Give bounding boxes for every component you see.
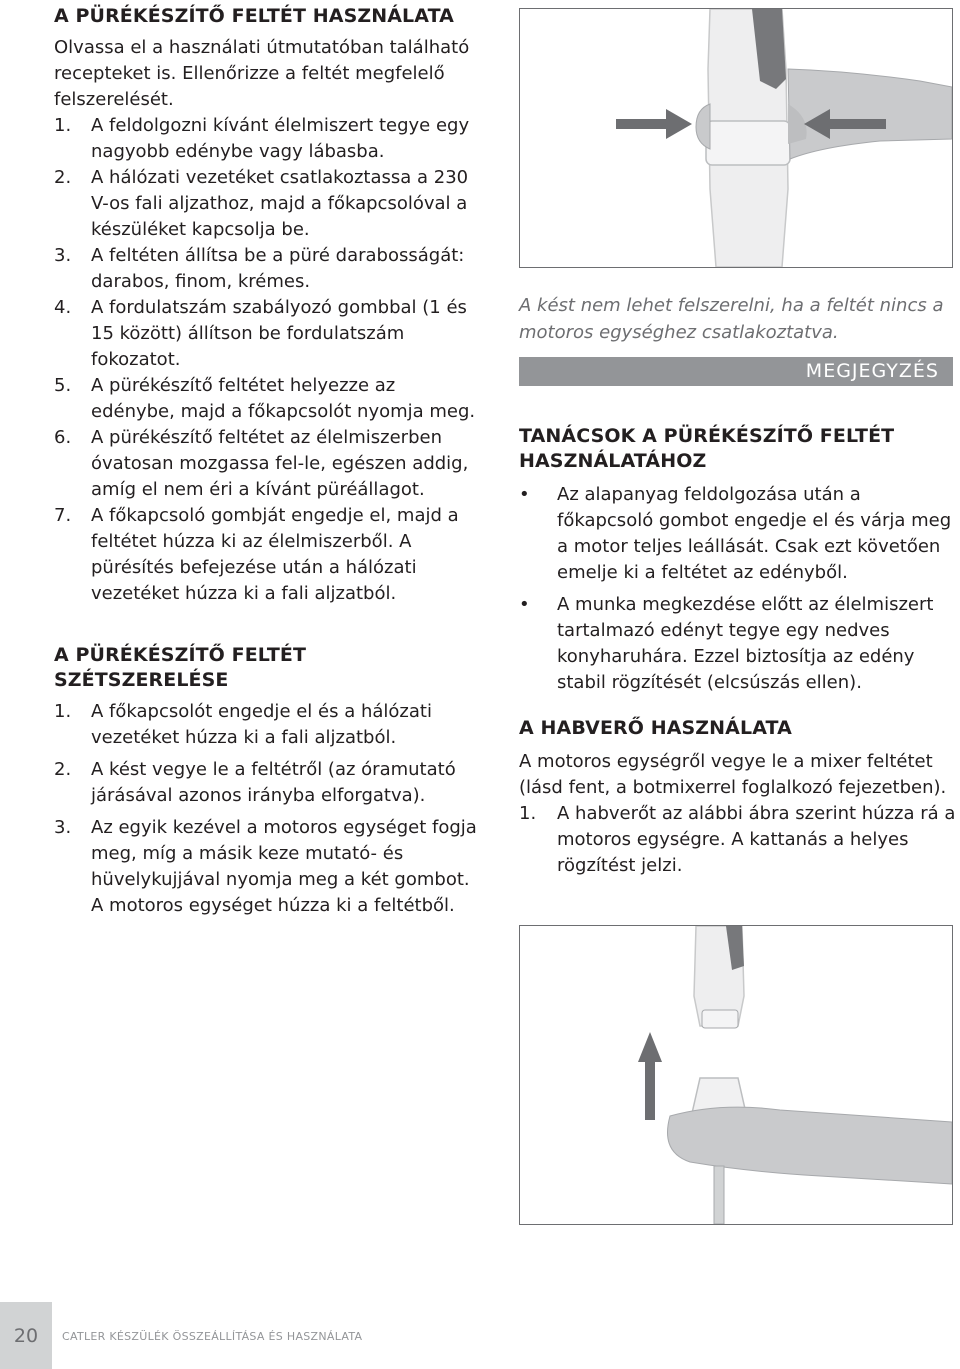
intro-paragraph: Olvassa el a használati útmutatóban található recepteket is. Ellenőrizze a feltét megfelelő felszerelését. <box>54 37 470 110</box>
list-item: 7. A főkapcsoló gombját engedje el, majd a feltétet húzza ki az élelmiszerből. A pürésítés befejezése után a hálózati vezetéket húzza ki a fali aljzatból. <box>54 505 459 604</box>
list-item: 5. A pürékészítő feltétet helyezze az edénybe, majd a főkapcsolót nyomja meg. <box>54 375 476 422</box>
list-item: 2. A kést vegye le a feltétről (az óramutató járásával azonos irányba elforgatva). <box>54 759 456 806</box>
figure-press-buttons <box>519 8 953 268</box>
arrow-right-icon <box>616 109 692 139</box>
heading-tips: TANÁCSOK A PÜRÉKÉSZÍTŐ FELTÉT HASZNÁLATÁHOZ <box>519 425 895 472</box>
figure-attach-whisk <box>519 925 953 1225</box>
figure-caption: A kést nem lehet felszerelni, ha a feltét nincs a motoros egységhez csatlakoztatva. <box>519 295 944 343</box>
whisk-steps-list <box>519 801 959 879</box>
usage-steps-list <box>54 113 484 607</box>
whisk-section <box>519 716 959 879</box>
whisk-intro: A motoros egységről vegye le a mixer feltétet (lásd fent, a botmixerrel foglalkozó fejezetben). <box>519 751 947 798</box>
running-title: CATLER KÉSZÜLÉK ÖSSZEÁLLÍTÁSA ÉS HASZNÁLATA <box>62 1330 363 1343</box>
note-label: MEGJEGYZÉS <box>519 357 953 386</box>
tips-section <box>519 424 959 702</box>
hand-pressing-buttons-illustration <box>520 9 952 267</box>
left-column <box>54 4 484 919</box>
tips-list <box>519 482 959 696</box>
heading-whisk-usage: A HABVERŐ HASZNÁLATA <box>519 717 792 739</box>
heading-puree-disassembly: A PÜRÉKÉSZÍTŐ FELTÉT SZÉTSZERELÉSE <box>54 644 307 691</box>
page-number: 20 <box>0 1302 52 1369</box>
list-item: 1. A főkapcsolót engedje el és a hálózati vezetéket húzza ki a fali aljzatból. <box>54 701 432 748</box>
disassembly-steps-list <box>54 699 484 919</box>
list-item: 4. A fordulatszám szabályozó gombbal (1 és 15 között) állítson be fordulatszám fokozatot. <box>54 297 467 370</box>
list-item: 6. A pürékészítő feltétet az élelmiszerben óvatosan mozgassa fel-le, egészen addig, amíg el nem éri a kívánt püréállagot. <box>54 427 469 500</box>
whisk-attachment-illustration <box>520 926 952 1224</box>
heading-puree-usage: A PÜRÉKÉSZÍTŐ FELTÉT HASZNÁLATA <box>54 5 454 27</box>
list-item: • Az alapanyag feldolgozása után a főkapcsoló gombot engedje el és várja meg a motor teljes leállását. Csak ezt követően emelje ki a feltétet az edényből. <box>519 484 952 583</box>
list-item: 1. A habverőt az alábbi ábra szerint húzza rá a motoros egységre. A kattanás a helyes rögzítést jelzi. <box>519 803 956 876</box>
list-item: 1. A feldolgozni kívánt élelmiszert tegye egy nagyobb edénybe vagy lábasba. <box>54 115 470 162</box>
list-item: • A munka megkezdése előtt az élelmiszert tartalmazó edényt tegye egy nedves konyharuhára. Ezzel biztosítja az edény stabil rögzítését (elcsúszás ellen). <box>519 594 934 693</box>
list-item: 3. Az egyik kezével a motoros egységet fogja meg, míg a másik keze mutató- és hüvelykujjával nyomja meg a két gombot. A motoros egységet húzza ki a feltétből. <box>54 817 477 916</box>
list-item: 2. A hálózati vezetéket csatlakoztassa a 230 V-os fali aljzathoz, majd a főkapcsolóval a készüléket kapcsolja be. <box>54 167 469 240</box>
arrow-up-icon <box>638 1032 662 1120</box>
list-item: 3. A feltéten állítsa be a püré darabosságát: darabos, finom, krémes. <box>54 245 465 292</box>
